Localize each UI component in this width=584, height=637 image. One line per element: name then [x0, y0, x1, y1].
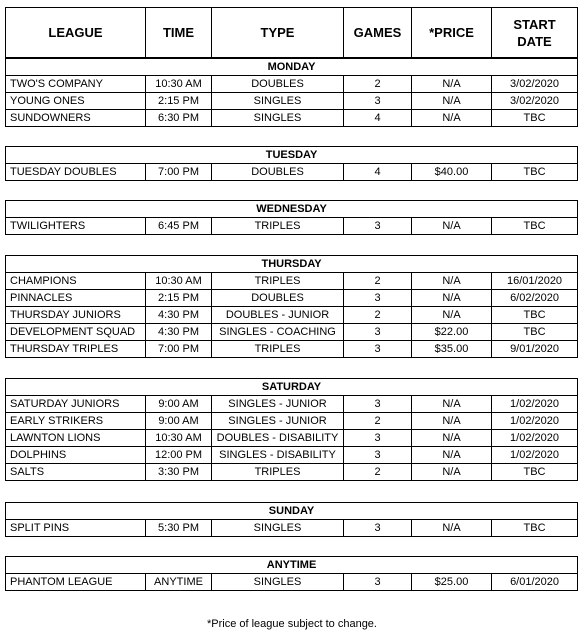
- price-cell: N/A: [412, 430, 492, 447]
- games-cell: 2: [344, 307, 412, 324]
- day-heading: SATURDAY: [6, 379, 578, 396]
- type-cell: SINGLES: [212, 574, 344, 591]
- schedule-table-saturday: [5, 378, 578, 481]
- day-heading-row: [6, 503, 578, 520]
- league-cell: SALTS: [6, 464, 146, 481]
- start-date-cell: 1/02/2020: [492, 447, 578, 464]
- time-cell: 6:30 PM: [146, 110, 212, 127]
- price-footnote: *Price of league subject to change.: [206, 618, 377, 630]
- time-cell: 5:30 PM: [146, 520, 212, 537]
- type-cell: DOUBLES: [212, 290, 344, 307]
- price-cell: N/A: [412, 520, 492, 537]
- price-cell: N/A: [412, 447, 492, 464]
- day-heading-row: [6, 256, 578, 273]
- games-cell: 2: [344, 273, 412, 290]
- type-cell: SINGLES - COACHING: [212, 324, 344, 341]
- time-column-header: TIME: [146, 8, 212, 58]
- league-cell: DOLPHINS: [6, 447, 146, 464]
- games-cell: 3: [344, 218, 412, 235]
- schedule-table-sunday: [5, 502, 578, 537]
- league-cell: CHAMPIONS: [6, 273, 146, 290]
- table-row: [6, 290, 578, 307]
- day-heading: SUNDAY: [6, 503, 578, 520]
- start-date-cell: 1/02/2020: [492, 413, 578, 430]
- start-date-cell: 1/02/2020: [492, 430, 578, 447]
- time-cell: 6:45 PM: [146, 218, 212, 235]
- table-row: [6, 341, 578, 358]
- type-cell: SINGLES: [212, 93, 344, 110]
- start-date-cell: TBC: [492, 324, 578, 341]
- table-row: [6, 307, 578, 324]
- time-cell: 10:30 AM: [146, 430, 212, 447]
- price-cell: N/A: [412, 273, 492, 290]
- day-heading-row: [6, 147, 578, 164]
- type-cell: DOUBLES: [212, 164, 344, 181]
- schedule-table-tuesday: [5, 146, 578, 181]
- table-row: [6, 464, 578, 481]
- type-cell: DOUBLES - DISABILITY: [212, 430, 344, 447]
- start-date-cell: TBC: [492, 218, 578, 235]
- day-heading: ANYTIME: [6, 557, 578, 574]
- price-cell: $40.00: [412, 164, 492, 181]
- day-heading-row: [6, 201, 578, 218]
- time-cell: 10:30 AM: [146, 273, 212, 290]
- games-cell: 3: [344, 574, 412, 591]
- start-date-cell: TBC: [492, 164, 578, 181]
- type-column-header: TYPE: [212, 8, 344, 58]
- games-cell: 3: [344, 290, 412, 307]
- start-date-header-line1: START: [513, 16, 556, 32]
- time-cell: 7:00 PM: [146, 164, 212, 181]
- table-row: [6, 93, 578, 110]
- games-cell: 4: [344, 110, 412, 127]
- day-heading: MONDAY: [6, 59, 578, 76]
- start-date-header-line2: DATE: [517, 33, 552, 49]
- start-date-cell: 6/01/2020: [492, 574, 578, 591]
- header-table: [5, 7, 578, 58]
- schedule-table-anytime: [5, 556, 578, 591]
- type-cell: SINGLES: [212, 520, 344, 537]
- start-date-column-header: [492, 8, 578, 58]
- games-cell: 4: [344, 164, 412, 181]
- price-cell: N/A: [412, 396, 492, 413]
- type-cell: TRIPLES: [212, 464, 344, 481]
- day-heading-row: [6, 59, 578, 76]
- start-date-cell: TBC: [492, 110, 578, 127]
- day-heading: TUESDAY: [6, 147, 578, 164]
- table-row: [6, 273, 578, 290]
- type-cell: TRIPLES: [212, 341, 344, 358]
- league-cell: TWO'S COMPANY: [6, 76, 146, 93]
- price-cell: N/A: [412, 464, 492, 481]
- time-cell: ANYTIME: [146, 574, 212, 591]
- schedule-table-thursday: [5, 255, 578, 358]
- type-cell: SINGLES - JUNIOR: [212, 413, 344, 430]
- league-cell: PINNACLES: [6, 290, 146, 307]
- time-cell: 9:00 AM: [146, 396, 212, 413]
- start-date-cell: 6/02/2020: [492, 290, 578, 307]
- table-row: [6, 110, 578, 127]
- header-row: [6, 8, 578, 58]
- time-cell: 2:15 PM: [146, 93, 212, 110]
- games-cell: 2: [344, 464, 412, 481]
- league-cell: DEVELOPMENT SQUAD: [6, 324, 146, 341]
- league-cell: TWILIGHTERS: [6, 218, 146, 235]
- league-cell: LAWNTON LIONS: [6, 430, 146, 447]
- time-cell: 12:00 PM: [146, 447, 212, 464]
- table-row: [6, 76, 578, 93]
- price-cell: N/A: [412, 307, 492, 324]
- table-row: [6, 218, 578, 235]
- start-date-cell: 3/02/2020: [492, 76, 578, 93]
- time-cell: 2:15 PM: [146, 290, 212, 307]
- start-date-cell: TBC: [492, 520, 578, 537]
- price-cell: N/A: [412, 110, 492, 127]
- league-cell: THURSDAY TRIPLES: [6, 341, 146, 358]
- league-cell: SUNDOWNERS: [6, 110, 146, 127]
- price-cell: $22.00: [412, 324, 492, 341]
- games-cell: 3: [344, 341, 412, 358]
- type-cell: TRIPLES: [212, 273, 344, 290]
- start-date-cell: 1/02/2020: [492, 396, 578, 413]
- price-cell: $25.00: [412, 574, 492, 591]
- price-cell: N/A: [412, 413, 492, 430]
- games-cell: 3: [344, 324, 412, 341]
- price-cell: N/A: [412, 93, 492, 110]
- price-cell: N/A: [412, 76, 492, 93]
- table-row: [6, 324, 578, 341]
- league-cell: EARLY STRIKERS: [6, 413, 146, 430]
- start-date-cell: 3/02/2020: [492, 93, 578, 110]
- league-cell: PHANTOM LEAGUE: [6, 574, 146, 591]
- table-row: [6, 520, 578, 537]
- games-cell: 3: [344, 520, 412, 537]
- day-heading: WEDNESDAY: [6, 201, 578, 218]
- table-row: [6, 574, 578, 591]
- games-cell: 2: [344, 413, 412, 430]
- start-date-cell: TBC: [492, 464, 578, 481]
- price-column-header: *PRICE: [412, 8, 492, 58]
- time-cell: 10:30 AM: [146, 76, 212, 93]
- table-row: [6, 430, 578, 447]
- day-heading-row: [6, 557, 578, 574]
- games-cell: 3: [344, 430, 412, 447]
- type-cell: DOUBLES - JUNIOR: [212, 307, 344, 324]
- table-row: [6, 396, 578, 413]
- games-cell: 3: [344, 93, 412, 110]
- type-cell: SINGLES - JUNIOR: [212, 396, 344, 413]
- type-cell: SINGLES - DISABILITY: [212, 447, 344, 464]
- games-cell: 2: [344, 76, 412, 93]
- price-cell: N/A: [412, 290, 492, 307]
- games-cell: 3: [344, 447, 412, 464]
- table-row: [6, 447, 578, 464]
- time-cell: 7:00 PM: [146, 341, 212, 358]
- league-cell: SPLIT PINS: [6, 520, 146, 537]
- games-column-header: GAMES: [344, 8, 412, 58]
- start-date-cell: TBC: [492, 307, 578, 324]
- league-cell: YOUNG ONES: [6, 93, 146, 110]
- start-date-cell: 16/01/2020: [492, 273, 578, 290]
- time-cell: 3:30 PM: [146, 464, 212, 481]
- type-cell: SINGLES: [212, 110, 344, 127]
- league-cell: TUESDAY DOUBLES: [6, 164, 146, 181]
- league-column-header: LEAGUE: [6, 8, 146, 58]
- price-cell: N/A: [412, 218, 492, 235]
- start-date-cell: 9/01/2020: [492, 341, 578, 358]
- league-cell: THURSDAY JUNIORS: [6, 307, 146, 324]
- games-cell: 3: [344, 396, 412, 413]
- league-cell: SATURDAY JUNIORS: [6, 396, 146, 413]
- time-cell: 9:00 AM: [146, 413, 212, 430]
- schedule-table-monday: [5, 58, 578, 127]
- time-cell: 4:30 PM: [146, 324, 212, 341]
- table-row: [6, 413, 578, 430]
- day-heading-row: [6, 379, 578, 396]
- time-cell: 4:30 PM: [146, 307, 212, 324]
- price-cell: $35.00: [412, 341, 492, 358]
- table-row: [6, 164, 578, 181]
- type-cell: DOUBLES: [212, 76, 344, 93]
- type-cell: TRIPLES: [212, 218, 344, 235]
- schedule-table-wednesday: [5, 200, 578, 235]
- day-heading: THURSDAY: [6, 256, 578, 273]
